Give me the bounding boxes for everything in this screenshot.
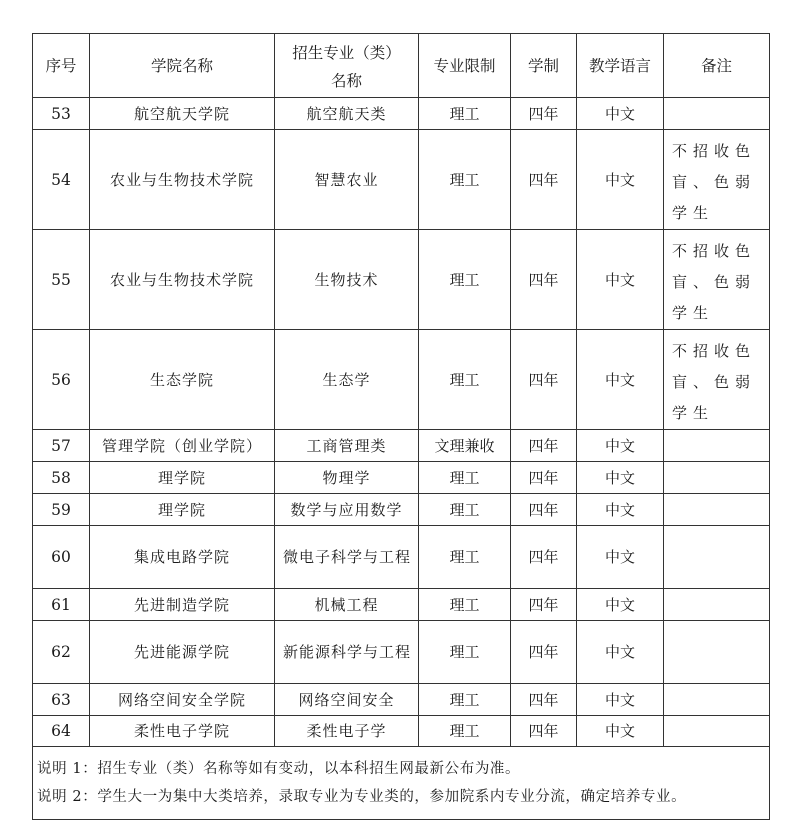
cell-note (664, 621, 770, 684)
table-row (33, 621, 770, 684)
cell-seq: 53 (33, 98, 90, 130)
cell-restriction: 理工 (419, 130, 511, 230)
header-major-line2: 名称 (330, 71, 362, 90)
header-restriction: 专业限制 (419, 34, 511, 98)
cell-school: 生态学院 (90, 330, 275, 430)
cell-school: 农业与生物技术学院 (90, 130, 275, 230)
cell-seq: 56 (33, 330, 90, 430)
note-line-1: 说明 1：招生专业（类）名称等如有变动，以本科招生网最新公布为准。 (37, 761, 521, 777)
cell-restriction: 理工 (419, 526, 511, 589)
cell-years: 四年 (511, 526, 577, 589)
cell-note: 不招收色盲、色弱学生 (664, 330, 770, 430)
cell-seq: 59 (33, 494, 90, 526)
header-language: 教学语言 (577, 34, 664, 98)
cell-major: 网络空间安全 (275, 684, 419, 716)
cell-note: 不招收色盲、色弱学生 (664, 230, 770, 330)
cell-school: 集成电路学院 (90, 526, 275, 589)
cell-major-text: 微电子科学与工程 (283, 548, 412, 566)
cell-seq: 57 (33, 430, 90, 462)
cell-school: 理学院 (90, 494, 275, 526)
table-row (33, 330, 770, 430)
cell-language: 中文 (577, 526, 664, 589)
cell-language: 中文 (577, 98, 664, 130)
cell-major (275, 621, 419, 684)
cell-school: 先进能源学院 (90, 621, 275, 684)
cell-major: 航空航天类 (275, 98, 419, 130)
cell-major: 工商管理类 (275, 430, 419, 462)
cell-major (275, 526, 419, 589)
table-row (33, 98, 770, 130)
cell-restriction: 理工 (419, 494, 511, 526)
cell-language: 中文 (577, 230, 664, 330)
cell-major: 生物技术 (275, 230, 419, 330)
cell-years: 四年 (511, 716, 577, 747)
cell-note (664, 494, 770, 526)
cell-restriction: 理工 (419, 589, 511, 621)
cell-years: 四年 (511, 230, 577, 330)
cell-language: 中文 (577, 621, 664, 684)
cell-seq: 63 (33, 684, 90, 716)
header-note: 备注 (664, 34, 770, 98)
cell-language: 中文 (577, 462, 664, 494)
table-row (33, 430, 770, 462)
cell-restriction: 理工 (419, 98, 511, 130)
table-row (33, 589, 770, 621)
cell-language: 中文 (577, 494, 664, 526)
admissions-table (32, 33, 770, 820)
cell-language: 中文 (577, 130, 664, 230)
header-row (33, 34, 770, 98)
cell-note: 不招收色盲、色弱学生 (664, 130, 770, 230)
cell-restriction: 理工 (419, 684, 511, 716)
cell-note (664, 430, 770, 462)
cell-years: 四年 (511, 589, 577, 621)
cell-school: 柔性电子学院 (90, 716, 275, 747)
cell-restriction: 文理兼收 (419, 430, 511, 462)
table-row (33, 130, 770, 230)
cell-years: 四年 (511, 684, 577, 716)
cell-note (664, 589, 770, 621)
cell-seq: 54 (33, 130, 90, 230)
cell-language: 中文 (577, 716, 664, 747)
cell-years: 四年 (511, 462, 577, 494)
table-row (33, 230, 770, 330)
cell-language: 中文 (577, 684, 664, 716)
notes-row (33, 747, 770, 820)
cell-note (664, 98, 770, 130)
header-major-line1: 招生专业（类） (292, 43, 401, 62)
table-row (33, 684, 770, 716)
cell-language: 中文 (577, 330, 664, 430)
note-line-2: 说明 2：学生大一为集中大类培养，录取专业为专业类的，参加院系内专业分流，确定培养专业。 (37, 789, 687, 805)
cell-school: 理学院 (90, 462, 275, 494)
cell-seq: 60 (33, 526, 90, 589)
cell-restriction: 理工 (419, 330, 511, 430)
cell-major: 柔性电子学 (275, 716, 419, 747)
cell-major: 生态学 (275, 330, 419, 430)
cell-note (664, 684, 770, 716)
cell-major-text: 新能源科学与工程 (283, 643, 412, 661)
cell-major: 物理学 (275, 462, 419, 494)
cell-school: 农业与生物技术学院 (90, 230, 275, 330)
cell-years: 四年 (511, 621, 577, 684)
cell-restriction: 理工 (419, 621, 511, 684)
header-years: 学制 (511, 34, 577, 98)
table-row (33, 462, 770, 494)
cell-note (664, 462, 770, 494)
cell-major: 机械工程 (275, 589, 419, 621)
header-school: 学院名称 (90, 34, 275, 98)
header-major (275, 34, 419, 98)
cell-seq: 55 (33, 230, 90, 330)
table-row (33, 526, 770, 589)
cell-note (664, 526, 770, 589)
cell-school: 管理学院（创业学院） (90, 430, 275, 462)
table-row (33, 716, 770, 747)
cell-language: 中文 (577, 430, 664, 462)
cell-school: 网络空间安全学院 (90, 684, 275, 716)
cell-years: 四年 (511, 330, 577, 430)
cell-seq: 62 (33, 621, 90, 684)
cell-seq: 58 (33, 462, 90, 494)
cell-seq: 61 (33, 589, 90, 621)
cell-years: 四年 (511, 130, 577, 230)
cell-school: 先进制造学院 (90, 589, 275, 621)
cell-years: 四年 (511, 430, 577, 462)
cell-years: 四年 (511, 494, 577, 526)
cell-restriction: 理工 (419, 462, 511, 494)
cell-language: 中文 (577, 589, 664, 621)
cell-restriction: 理工 (419, 716, 511, 747)
notes-cell (33, 747, 770, 820)
cell-restriction: 理工 (419, 230, 511, 330)
cell-years: 四年 (511, 98, 577, 130)
table-row (33, 494, 770, 526)
cell-major: 智慧农业 (275, 130, 419, 230)
cell-seq: 64 (33, 716, 90, 747)
cell-major: 数学与应用数学 (275, 494, 419, 526)
header-seq: 序号 (33, 34, 90, 98)
cell-note (664, 716, 770, 747)
cell-school: 航空航天学院 (90, 98, 275, 130)
